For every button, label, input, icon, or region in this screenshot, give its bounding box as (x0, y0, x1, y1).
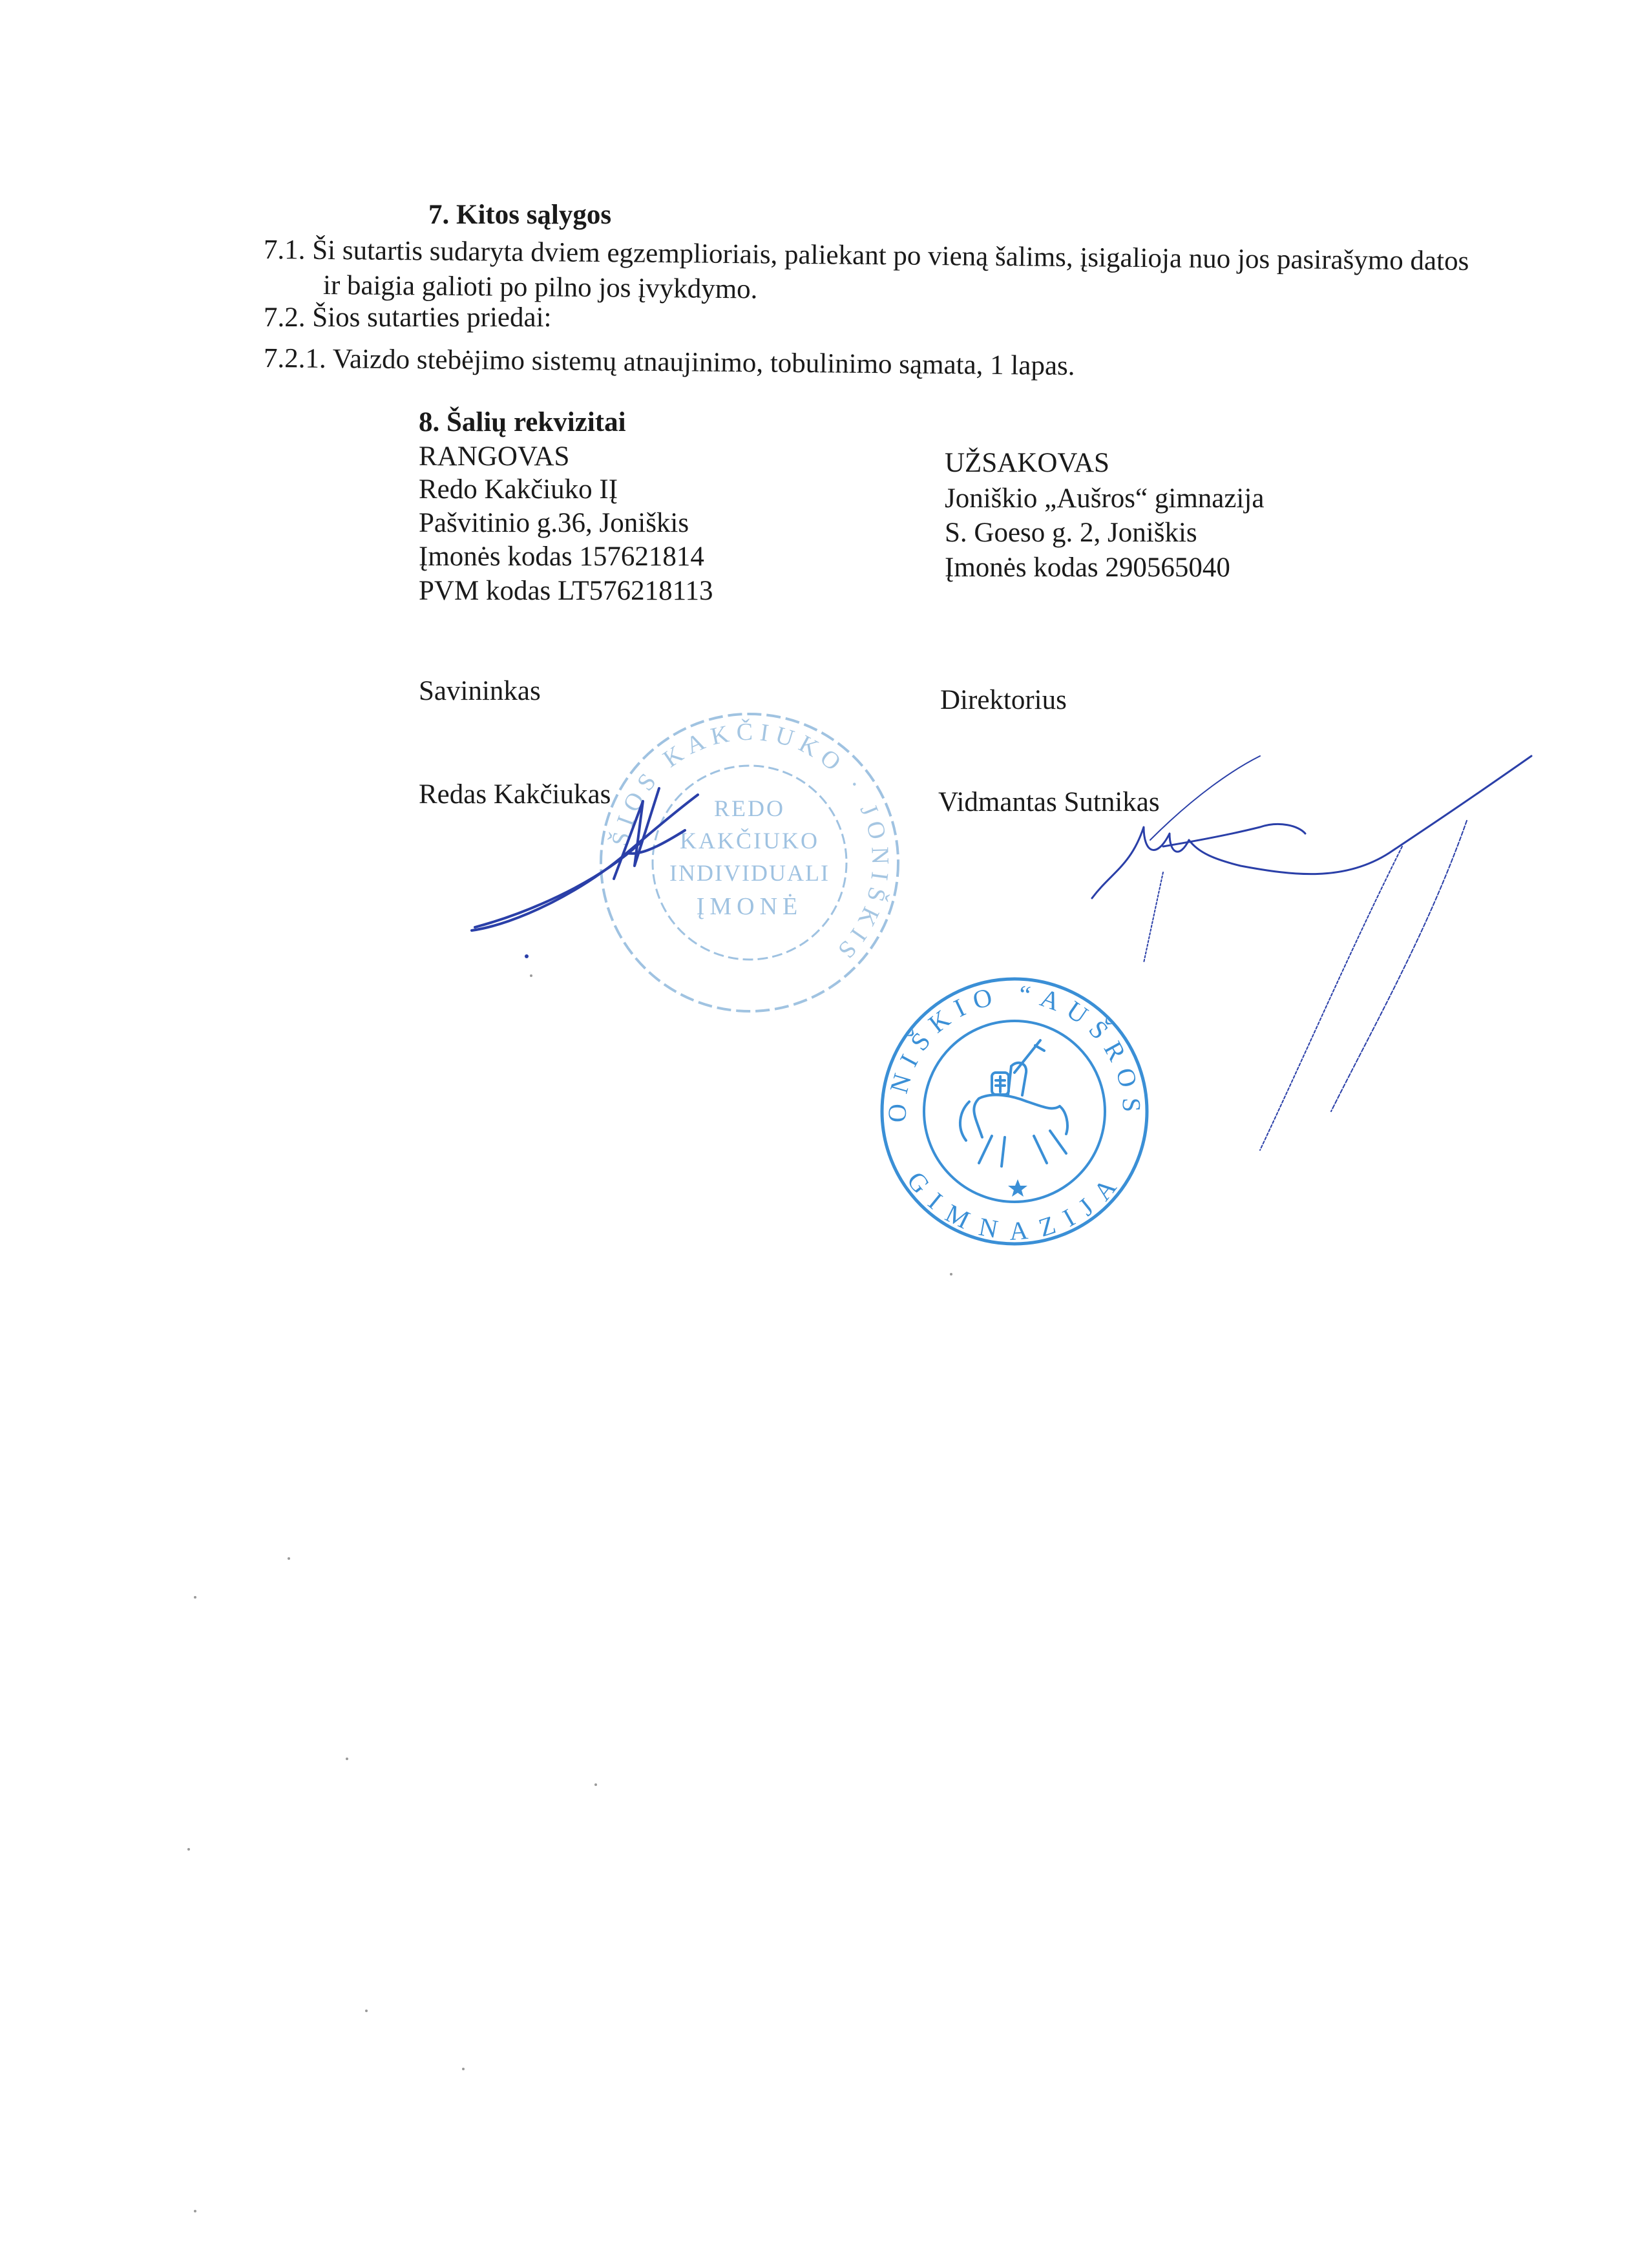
client-company-code: Įmonės kodas 290565040 (945, 552, 1230, 583)
client-address: S. Goeso g. 2, Joniškis (945, 518, 1197, 548)
scan-speck (950, 1273, 952, 1276)
section-8-heading: 8. Šalių rekvizitai (419, 407, 626, 437)
scan-speck (187, 1848, 190, 1851)
scan-speck (194, 2210, 196, 2212)
contractor-signatory: Redas Kakčiukas (419, 779, 611, 810)
contractor-stamp-line-3: INDIVIDUALI (669, 860, 830, 886)
contractor-position: Savininkas (419, 676, 541, 706)
svg-text:GIMNAZIJA (901, 1166, 1128, 1246)
contractor-signature (465, 775, 711, 943)
client-stamp-top-text: JONIŠKIO “AUŠROS” (862, 946, 1147, 1123)
contractor-address: Pašvitinio g.36, Joniškis (419, 508, 689, 538)
scan-speck (530, 974, 532, 977)
scan-speck (288, 1557, 290, 1560)
client-name: Joniškio „Aušros“ gimnazija (945, 483, 1265, 514)
contractor-stamp-outer-text: ŠIOS KAKČIUKO · JONIŠKIS (606, 718, 894, 969)
client-stamp-bottom-text: GIMNAZIJA (901, 1166, 1128, 1246)
contractor-company-code: Įmonės kodas 157621814 (419, 541, 704, 572)
scan-speck (462, 2068, 465, 2070)
section-7-heading: 7. Kitos sąlygos (428, 200, 612, 230)
clause-7-2: 7.2. Šios sutarties priedai: (264, 302, 552, 333)
contractor-vat-code: PVM kodas LT576218113 (419, 576, 713, 606)
client-position: Direktorius (940, 685, 1067, 715)
client-role: UŽSAKOVAS (945, 448, 1109, 478)
scan-speck (594, 1783, 597, 1786)
clause-7-2-1: 7.2.1. Vaizdo stebėjimo sistemų atnaujinimo, tobulinimo sąmata, 1 lapas. (263, 343, 1075, 382)
scan-speck (346, 1758, 348, 1760)
client-stamp (862, 946, 1157, 1254)
scan-speck (194, 1596, 196, 1599)
vytis-emblem-icon (960, 1040, 1067, 1166)
contractor-stamp-line-4: ĮMONĖ (696, 893, 803, 920)
client-signatory: Vidmantas Sutnikas (938, 787, 1160, 817)
contractor-stamp-line-1: REDO (714, 795, 785, 821)
contractor-stamp-line-2: KAKČIUKO (680, 828, 819, 854)
clause-7-1-line-2: ir baigia galioti po pilno jos įvykdymo. (322, 270, 758, 305)
contractor-role: RANGOVAS (419, 441, 570, 472)
clause-7-1-line-1: 7.1. Ši sutartis sudaryta dviem egzemplioriais, paliekant po vieną šalims, įsigalioja nuo jos pasirašymo datos (263, 235, 1469, 277)
scan-speck (365, 2010, 368, 2012)
contractor-name: Redo Kakčiuko IĮ (419, 474, 618, 505)
